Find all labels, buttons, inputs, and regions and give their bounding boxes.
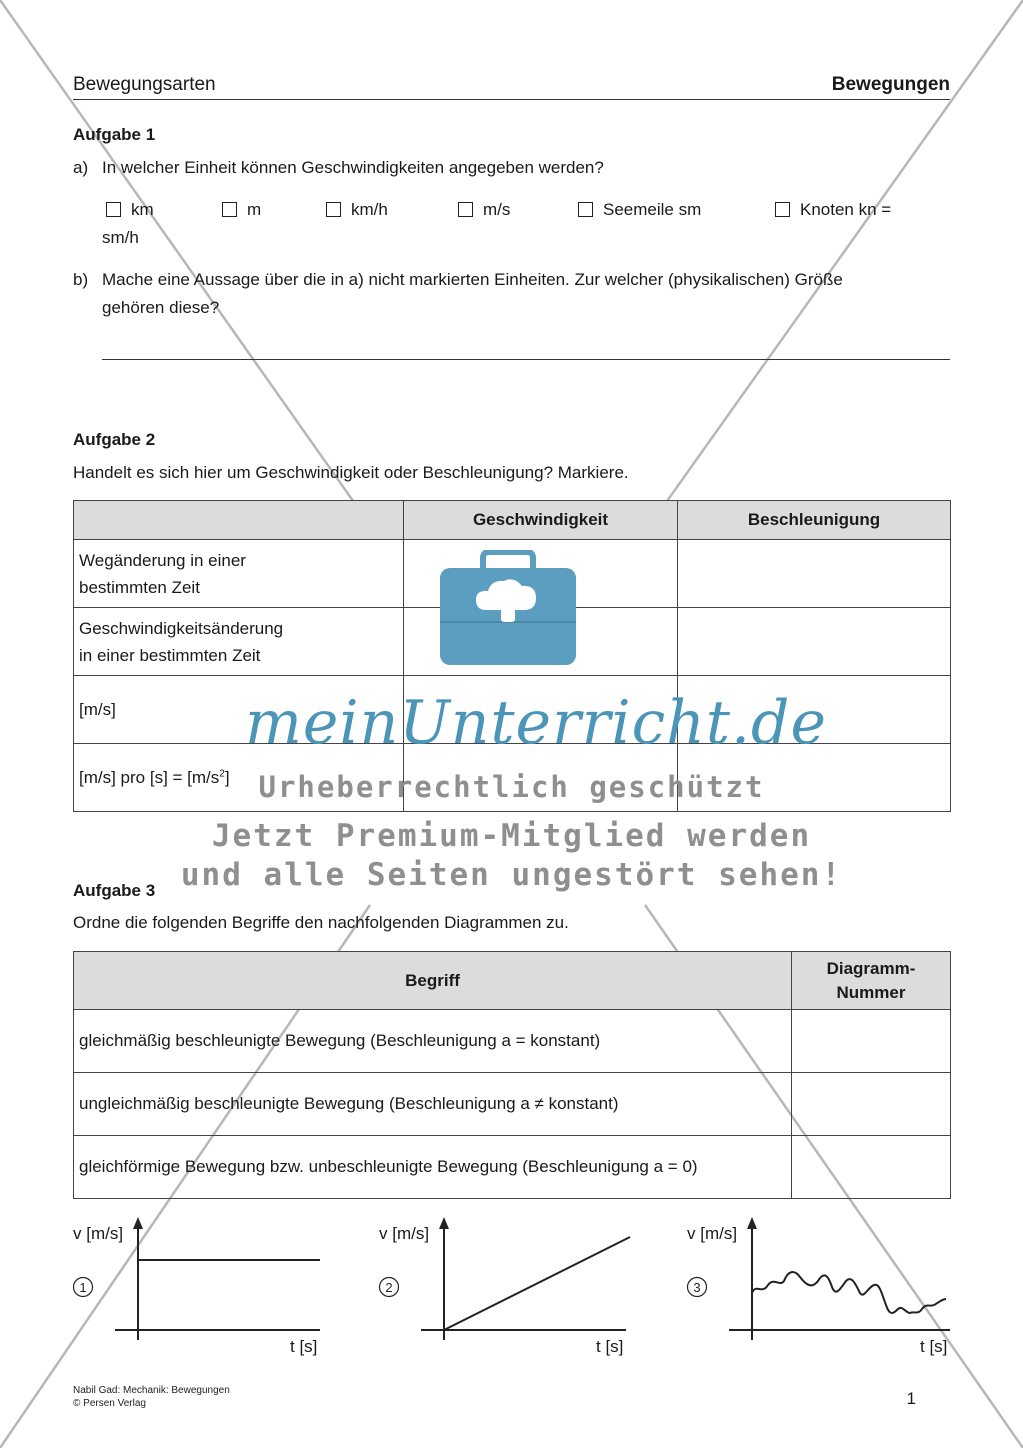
diagram1 [70,1215,330,1345]
footer-author: Nabil Gad: Mechanik: Bewegungen [73,1385,230,1396]
diagram3-number: 3 [693,1280,701,1295]
table-header-row [74,952,951,1010]
header-right: Bewegungen [831,74,950,95]
option-km[interactable]: km [106,200,154,220]
header-begriff: Begriff [74,952,792,1010]
answer-cell[interactable] [678,540,951,608]
table-row [74,1136,951,1199]
header-geschwindigkeit: Geschwindigkeit [404,501,678,540]
row-label: Wegänderung in einer bestimmten Zeit [74,540,404,608]
header-beschleunigung: Beschleunigung [678,501,951,540]
begriff-cell: gleichmäßig beschleunigte Bewegung (Beschleunigung a = konstant) [74,1010,792,1073]
table-header-row [74,501,951,540]
answer-line[interactable] [102,359,950,360]
page-number: 1 [906,1389,916,1408]
option-knoten-wrap: sm/h [102,228,139,247]
watermark-line2: Jetzt Premium-Mitglied werden [211,818,812,854]
diagram3-ylabel: v [m/s] [687,1224,738,1243]
aufgabe1-b-line2: gehören diese? [102,298,220,317]
aufgabe3-title: Aufgabe 3 [73,881,156,900]
footer-publisher: © Persen Verlag [73,1398,146,1409]
diagram1-ylabel: v [m/s] [73,1224,124,1243]
aufgabe3-intro: Ordne die folgenden Begriffe den nachfolgenden Diagrammen zu. [73,913,569,932]
diagram3-xlabel: t [s] [920,1337,948,1356]
checkbox[interactable] [458,202,473,217]
diagram1-xlabel: t [s] [290,1337,318,1356]
option-kmh[interactable]: km/h [326,200,388,220]
begriff-cell: gleichförmige Bewegung bzw. unbeschleunigte Bewegung (Beschleunigung a = 0) [74,1136,792,1199]
answer-cell[interactable] [792,1010,951,1073]
header-divider [73,99,950,100]
table-row [74,1010,951,1073]
table-row [74,1073,951,1136]
aufgabe1-title: Aufgabe 1 [73,125,156,144]
aufgabe1-b-line1: Mache eine Aussage über die in a) nicht markierten Einheiten. Zur welcher (physikalischen) Größe [102,270,843,289]
row-label: Geschwindigkeitsänderung in einer bestimmten Zeit [74,608,404,676]
diagram3 [684,1215,954,1345]
option-ms[interactable]: m/s [458,200,510,220]
answer-cell[interactable] [678,608,951,676]
row-label: [m/s] pro $[s] = [m/s^2]$ [74,744,404,812]
y-axis-arrow-icon [747,1217,757,1229]
watermark-line3: und alle Seiten ungestört sehen! [180,857,843,893]
checkbox[interactable] [326,202,341,217]
diagram2-ylabel: v [m/s] [379,1224,430,1243]
option-m[interactable]: m [222,200,261,220]
header-left: Bewegungsarten [73,74,216,95]
answer-cell[interactable] [792,1136,951,1199]
watermark-logo: meinUnterricht.de [245,688,827,758]
aufgabe1-b-label: b) [73,270,89,289]
briefcase-cloud-icon [438,550,578,668]
y-axis-arrow-icon [133,1217,143,1229]
diagram2-xlabel: t [s] [596,1337,624,1356]
series-line [444,1237,630,1330]
option-seemeile[interactable]: Seemeile sm [578,200,701,220]
header-diagramm-nummer: Diagramm- Nummer [792,952,951,1010]
checkbox[interactable] [578,202,593,217]
answer-cell[interactable] [792,1073,951,1136]
checkbox[interactable] [775,202,790,217]
header-empty [74,501,404,540]
aufgabe1-a-label: a) [73,158,89,177]
option-knoten[interactable]: Knoten kn = [775,200,891,220]
diagram2 [376,1215,636,1345]
checkbox[interactable] [106,202,121,217]
watermark-line1: Urheberrechtlich geschützt [258,770,765,804]
series-line [752,1272,946,1313]
y-axis-arrow-icon [439,1217,449,1229]
diagram1-number: 1 [79,1280,87,1295]
aufgabe2-title: Aufgabe 2 [73,430,156,449]
aufgabe1-a-text: In welcher Einheit können Geschwindigkeiten angegeben werden? [102,158,604,177]
begriff-cell: ungleichmäßig beschleunigte Bewegung (Beschleunigung a ≠ konstant) [74,1073,792,1136]
checkbox[interactable] [222,202,237,217]
diagram2-number: 2 [385,1280,393,1295]
row-label: [m/s] [74,676,404,744]
aufgabe3-table [73,951,951,1199]
aufgabe2-intro: Handelt es sich hier um Geschwindigkeit oder Beschleunigung? Markiere. [73,463,629,482]
